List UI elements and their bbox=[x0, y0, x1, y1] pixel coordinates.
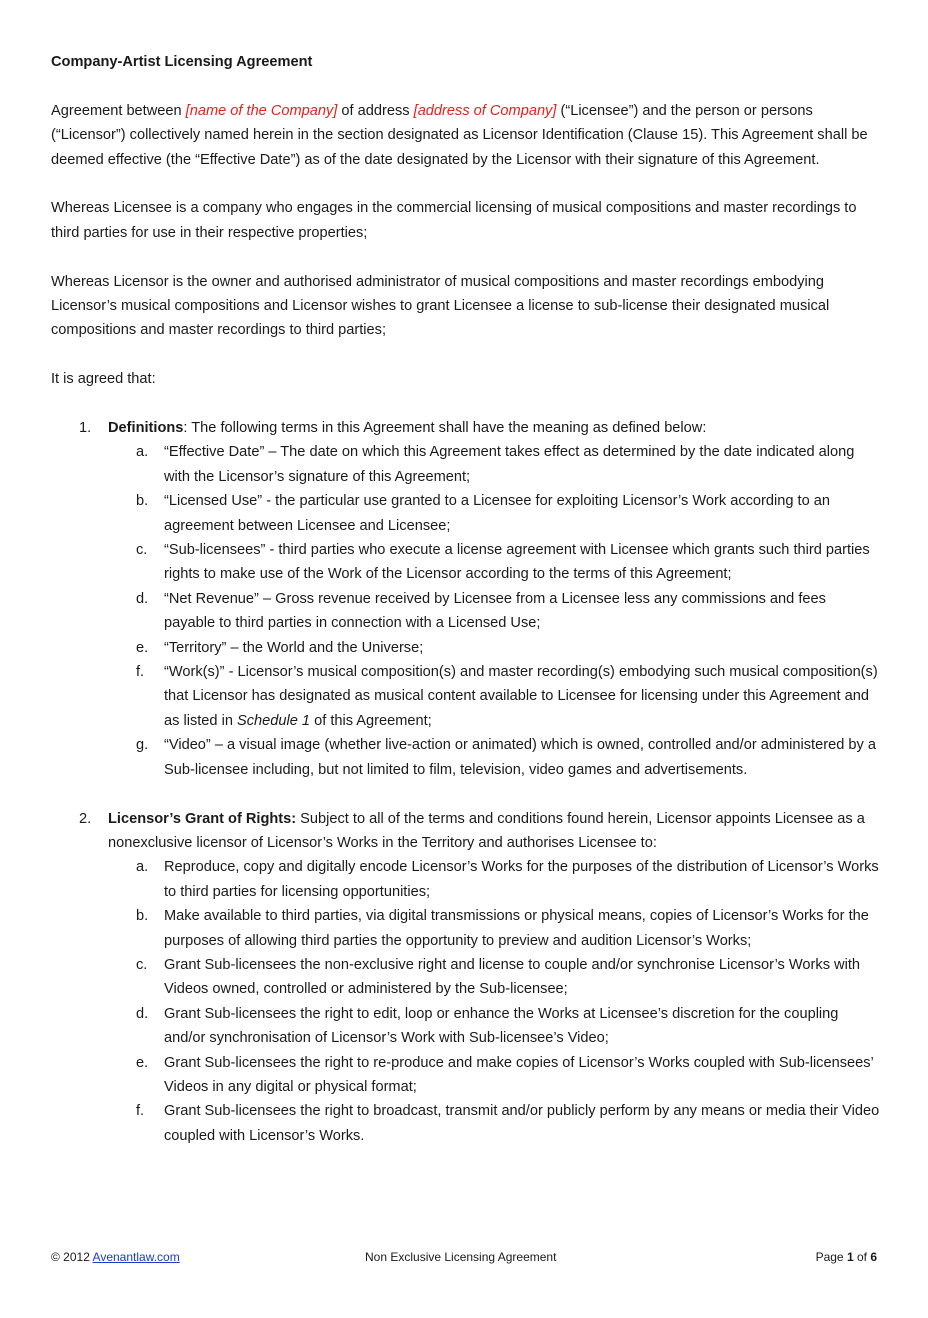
item-letter: b. bbox=[136, 493, 149, 510]
footer-copyright bbox=[51, 1247, 180, 1267]
item-text: Grant Sub-licensees the right to broadcast, transmit and/or publicly perform by any means or media their Video coupled with Licensor’s Works. bbox=[164, 1103, 880, 1144]
clause-heading: Licensor’s Grant of Rights: bbox=[108, 810, 297, 827]
clause-grant-of-rights bbox=[51, 807, 881, 1149]
list-item bbox=[108, 1051, 881, 1100]
whereas-paragraph-2: Whereas Licensor is the owner and authorised administrator of musical compositions and master recordings embodying Licensor’s musical compositions and Licensor wishes to grant Licensee a license to sub-license their designated musical compositions and master recordings to third parties; bbox=[51, 273, 830, 339]
definition-list bbox=[108, 440, 881, 782]
clause-intro bbox=[108, 807, 881, 856]
list-item bbox=[108, 1002, 881, 1051]
item-text: “Territory” – the World and the Universe; bbox=[164, 639, 424, 656]
clause-text: Subject to all of the terms and conditions found herein, Licensor appoints Licensee as a nonexclusive licensor of Licensor’s Works in the Territory and authorises Licensee to: bbox=[108, 810, 865, 851]
clause-intro bbox=[108, 416, 881, 440]
item-text: “Effective Date” – The date on which this Agreement takes effect as determined by the date indicated along with the Licensor’s signature of this Agreement; bbox=[164, 444, 855, 485]
item-letter: d. bbox=[136, 590, 149, 607]
clause-definitions bbox=[51, 416, 881, 782]
list-item bbox=[108, 440, 881, 489]
item-text: “Sub-licensees” - third parties who execute a license agreement with Licensee which grants such third parties rights to make use of the Work of the Licensor according to the terms of this Agreement; bbox=[164, 542, 870, 583]
item-text: Grant Sub-licensees the non-exclusive right and license to couple and/or synchronise Licensor’s Works with Videos owned, controlled or administered by the Sub-licensee; bbox=[164, 956, 860, 998]
document-body bbox=[51, 50, 881, 1173]
item-letter: f. bbox=[136, 1103, 145, 1120]
page-of: of bbox=[853, 1250, 871, 1264]
item-letter: d. bbox=[136, 1005, 149, 1022]
copyright-text: © 2012 bbox=[51, 1250, 93, 1264]
list-item bbox=[108, 904, 881, 953]
item-text: Grant Sub-licensees the right to re-produce and make copies of Licensor’s Works coupled with Sub-licensees’ Videos in any digital or physical format; bbox=[164, 1054, 874, 1095]
clause-list bbox=[51, 416, 881, 1148]
clause-number: 2. bbox=[79, 810, 92, 827]
item-letter: f. bbox=[136, 664, 145, 681]
item-letter: g. bbox=[136, 737, 149, 754]
clause-heading: Definitions bbox=[108, 420, 184, 437]
list-item bbox=[108, 489, 881, 538]
intro-text: (“Licensee”) and the person or persons (“Licensor”) collectively named herein in the section designated as Licensor Identification (Clause 15). This Agreement shall be deemed effective (the “Effective Date”) as of the date designated by the Licensor with their signature of this Agreement. bbox=[51, 102, 868, 168]
list-item bbox=[108, 538, 881, 587]
list-item bbox=[108, 953, 881, 1002]
item-text: Reproduce, copy and digitally encode Licensor’s Works for the purposes of the distribution of Licensor’s Works to third parties for licensing opportunities; bbox=[164, 859, 879, 900]
document-title: Company-Artist Licensing Agreement bbox=[51, 54, 313, 70]
page-indicator bbox=[816, 1247, 877, 1267]
footer-document-name: Non Exclusive Licensing Agreement bbox=[365, 1250, 557, 1264]
list-item bbox=[108, 587, 881, 636]
item-letter: c. bbox=[136, 956, 148, 973]
item-text: of this Agreement; bbox=[310, 712, 432, 729]
list-item bbox=[108, 733, 881, 782]
item-text: “Net Revenue” – Gross revenue received by Licensee from a Licensee less any commissions and fees payable to third parties in connection with a Licensed Use; bbox=[164, 590, 826, 632]
clause-number: 1. bbox=[79, 420, 92, 437]
list-item bbox=[108, 855, 881, 904]
whereas-paragraph-1: Whereas Licensee is a company who engages in the commercial licensing of musical compositions and master recordings to third parties for use in their respective properties; bbox=[51, 200, 857, 241]
item-letter: e. bbox=[136, 639, 149, 656]
page-current: 1 bbox=[846, 1250, 854, 1264]
agreed-paragraph: It is agreed that: bbox=[51, 371, 156, 388]
clause-text: : The following terms in this Agreement shall have the meaning as defined below: bbox=[183, 420, 707, 437]
item-letter: b. bbox=[136, 908, 149, 925]
page-label: Page bbox=[815, 1250, 847, 1264]
list-item bbox=[108, 660, 881, 733]
item-letter: a. bbox=[136, 859, 149, 876]
list-item bbox=[108, 636, 881, 660]
item-letter: e. bbox=[136, 1054, 149, 1071]
item-text: Make available to third parties, via digital transmissions or physical means, copies of Licensor’s Works for the purposes of allowing third parties the opportunity to preview and audition Licensor’s Works; bbox=[164, 908, 869, 949]
rights-list bbox=[108, 855, 881, 1148]
intro-paragraph bbox=[51, 99, 881, 172]
company-name-placeholder: [name of the Company] bbox=[185, 102, 338, 119]
item-text: “Licensed Use” - the particular use granted to a Licensee for exploiting Licensor’s Work according to an agreement between Licensee and Licensee; bbox=[164, 493, 830, 534]
page-total: 6 bbox=[870, 1250, 877, 1264]
item-text: “Work(s)” - Licensor’s musical composition(s) and master recording(s) embodying such musical composition(s) that Licensor has designated as musical content available to Licensee for licensing under this Agreement and as listed in bbox=[164, 664, 878, 729]
company-address-placeholder: [address of Company] bbox=[413, 102, 557, 119]
list-item bbox=[108, 1099, 881, 1148]
site-link[interactable]: Avenantlaw.com bbox=[92, 1250, 180, 1264]
intro-text: Agreement between bbox=[51, 102, 186, 119]
intro-text: of address bbox=[337, 102, 414, 119]
schedule-reference: Schedule 1 bbox=[237, 712, 311, 729]
item-letter: c. bbox=[136, 542, 148, 559]
item-text: “Video” – a visual image (whether live-action or animated) which is owned, controlled and/or administered by a Sub-licensee including, but not limited to film, television, video games and advertisements. bbox=[164, 737, 876, 778]
item-letter: a. bbox=[136, 444, 149, 461]
page-footer bbox=[51, 1247, 877, 1267]
item-text: Grant Sub-licensees the right to edit, loop or enhance the Works at Licensee’s discretion for the coupling and/or synchronisation of Licensor’s Work with Sub-licensee’s Video; bbox=[164, 1005, 839, 1047]
